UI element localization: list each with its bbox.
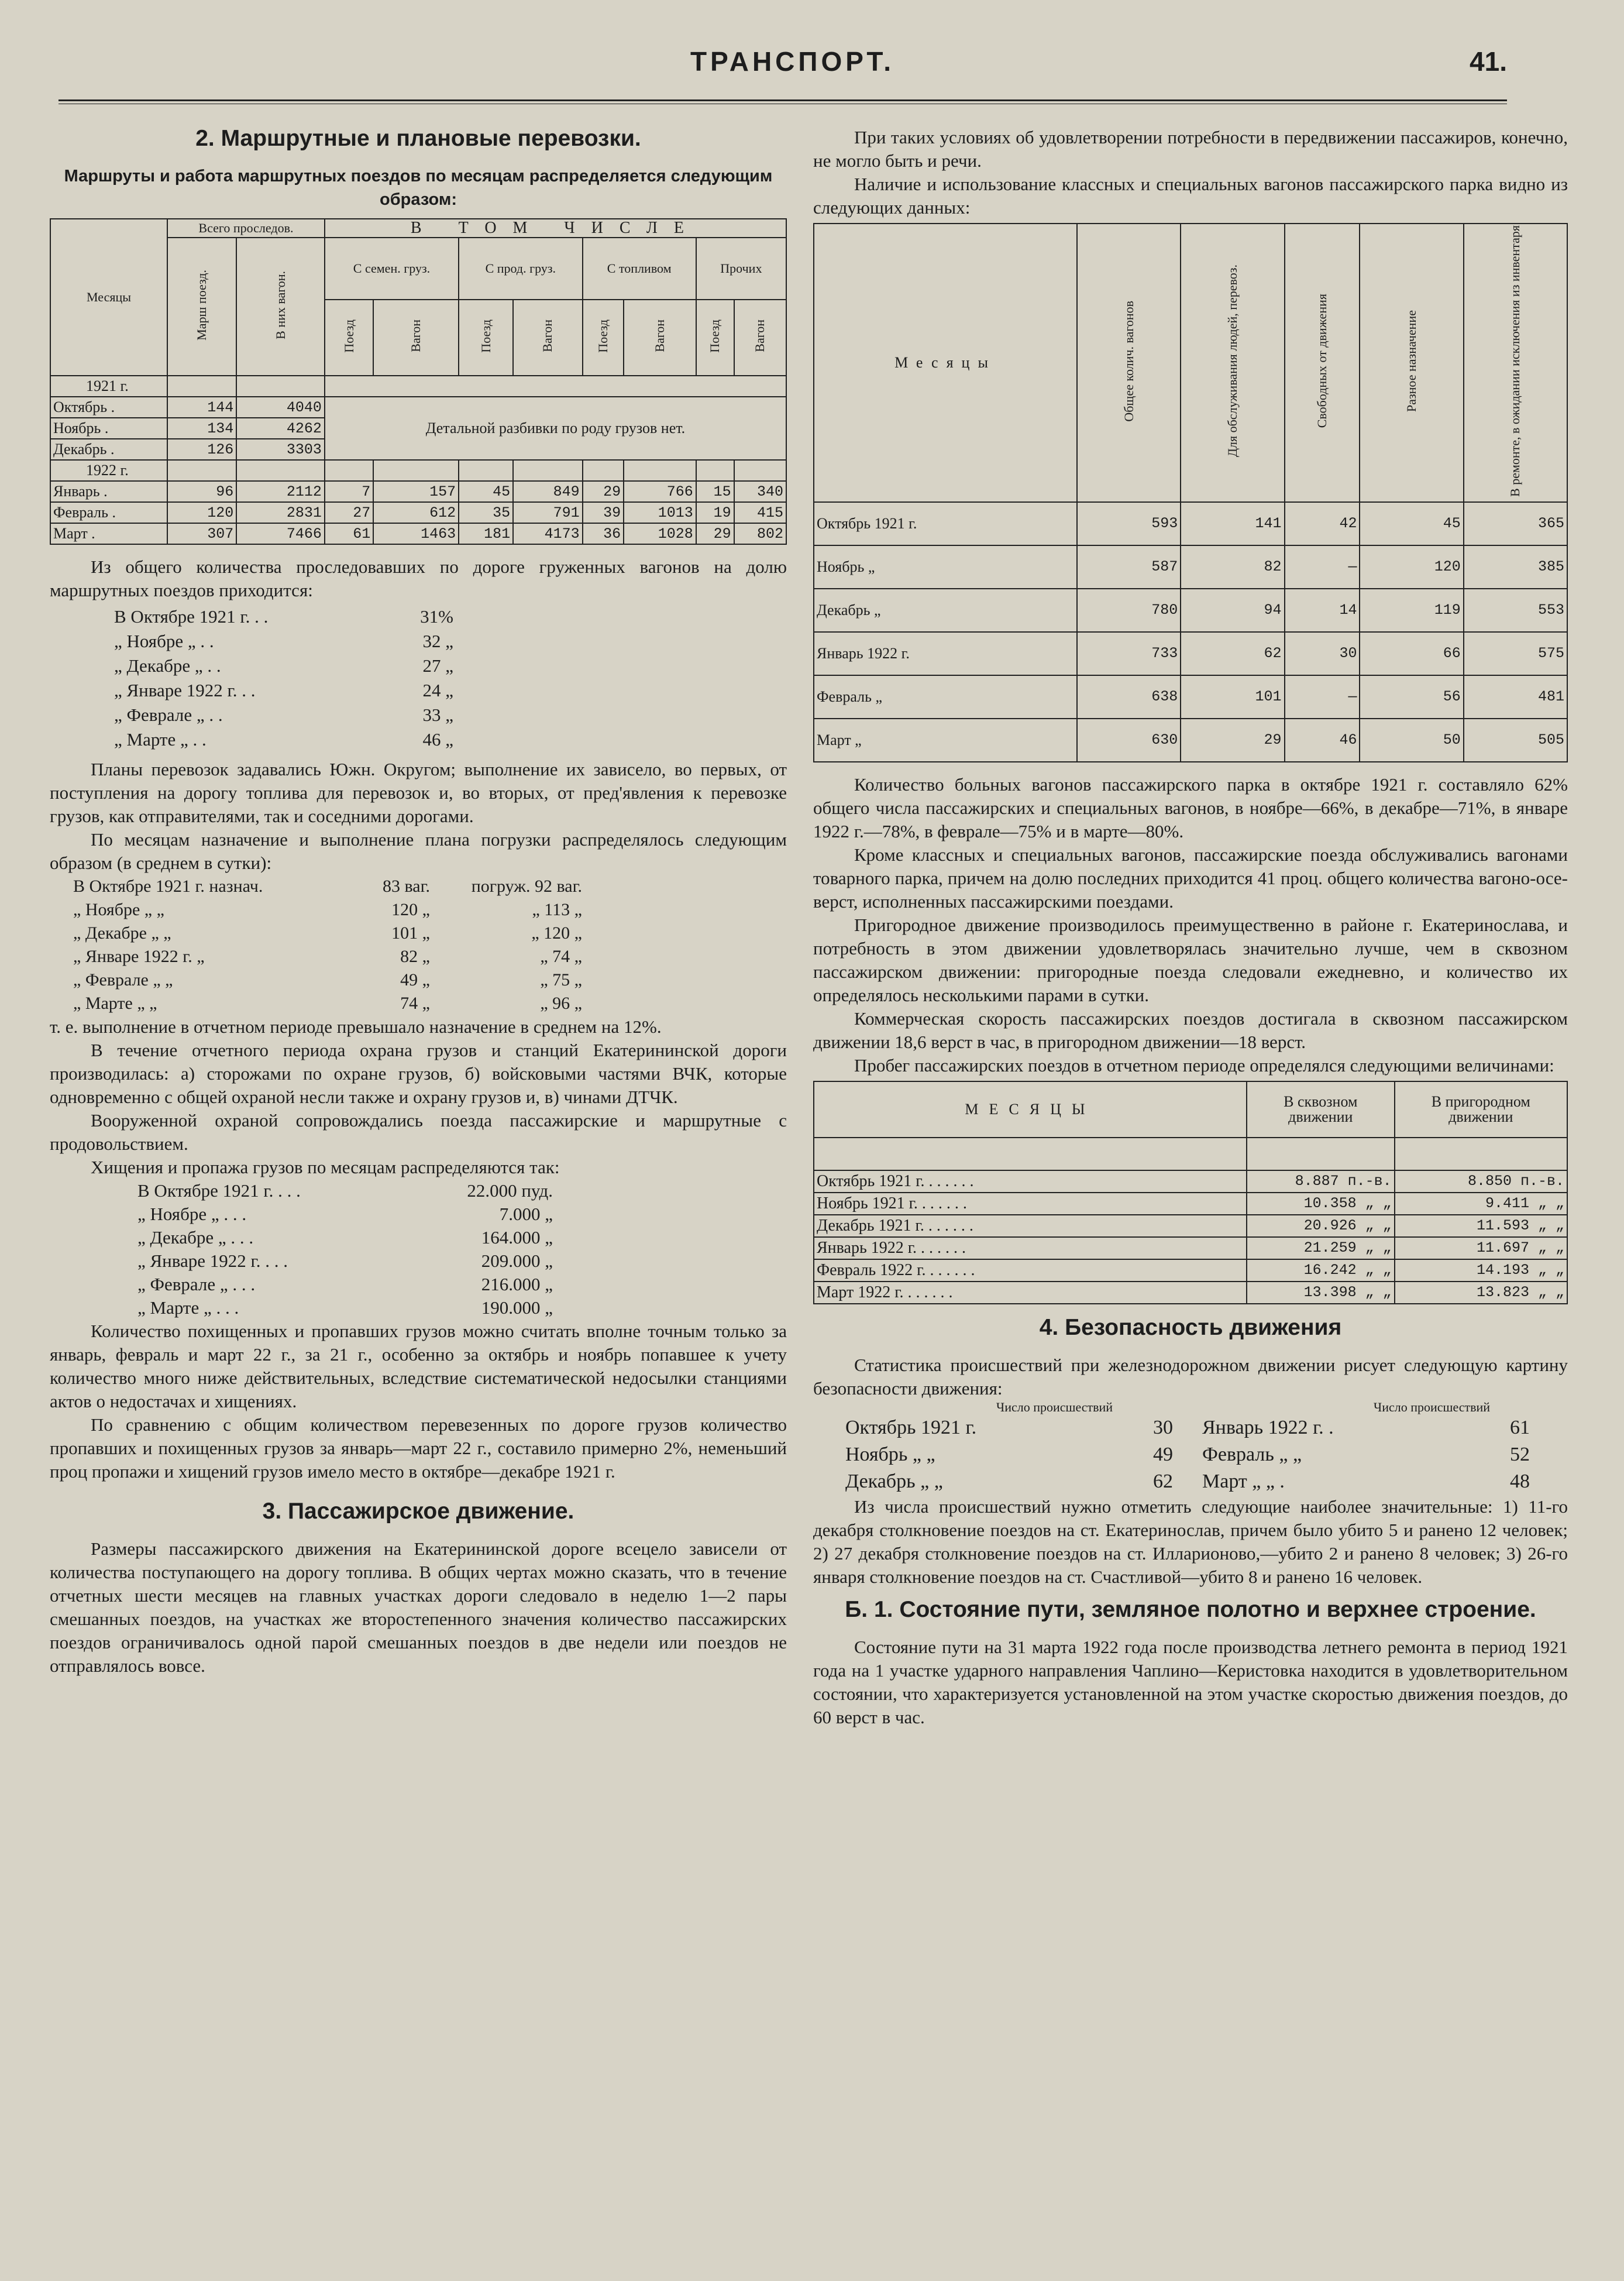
- section-4-heading: 4. Безопасность движения: [1039, 1314, 1342, 1340]
- table-cell: 766: [624, 481, 696, 502]
- table-cell: 13.823 „ „: [1395, 1282, 1567, 1304]
- col-wagons: В них вагон.: [236, 238, 325, 376]
- list-item: „ Феврале „ . . . 216.000 „: [137, 1274, 553, 1294]
- table-row-month: Февраль .: [50, 502, 167, 523]
- table-cell: 50: [1360, 719, 1463, 762]
- table-row-month: Январь 1922 г. . . . . . .: [814, 1237, 1247, 1259]
- table-cell: 505: [1464, 719, 1567, 762]
- paragraph: При таких условиях об удовлетворении потребности в передвижении пассажиров, конечно, не могло быть и речи.: [813, 127, 1568, 171]
- paragraph: По сравнению с общим количеством перевезенных по дороге грузов количество пропавших и похищенных грузов за январь—март 22 г., составило примерно 2%, неменьший проц пропажи и хищений грузов имело место в октябре—декабре 1921 г.: [50, 1414, 787, 1482]
- table-row-month: Март „: [814, 719, 1077, 762]
- table-cell: 8.850 п.-в.: [1395, 1170, 1567, 1193]
- table-row-month: Декабрь „: [814, 589, 1077, 632]
- table-cell: 119: [1360, 589, 1463, 632]
- table-cell: 96: [167, 481, 236, 502]
- table-cell: 1013: [624, 502, 696, 523]
- table-row-month: Декабрь .: [50, 439, 167, 460]
- list-item: „ Январе 1922 г. . . 24 „: [114, 680, 453, 700]
- paragraph: Размеры пассажирского движения на Екатерининской дороге всецело зависели от количества поступающего на дорогу топлива. В общих чертах можно сказать, что в течение отчетных шести месяцев на главных участках дороги следовало в неделю 1—2 пары смешанных поездов, на участках же второстепенного значения количество пассажирских поездов ограничивалось одной парой смешанных поездов в две недели или поездов не отправлялось вовсе.: [50, 1538, 787, 1676]
- list-item: „ Марте „ . . 46 „: [114, 729, 453, 750]
- table-row-month: Ноябрь „: [814, 545, 1077, 589]
- table-cell: 2112: [236, 481, 325, 502]
- paragraph: Количество больных вагонов пассажирского парка в октябре 1921 г. составляло 62% общего числа пассажирских и специальных вагонов, в ноябре—66%, в декабре—71%, в январе 1922 г.—78%, в феврале—75% и в марте—80%.: [813, 774, 1568, 841]
- table-cell: 1028: [624, 523, 696, 544]
- table-cell: 593: [1077, 502, 1181, 545]
- paragraph: В течение отчетного периода охрана грузов и станций Екатерининской дороги производилась: а) сторожами по охране грузов, б) войсковыми частями ВЧК, которые одновременно с общей охраной несли также и охрану грузов и, в) чинами ДТЧК.: [50, 1040, 787, 1107]
- table-cell: 94: [1181, 589, 1284, 632]
- route-trains-table: [50, 218, 787, 545]
- list-item: В Октябре 1921 г. . . . 22.000 пуд.: [137, 1180, 553, 1201]
- list-item: „ Декабре „ . . 27 „: [114, 655, 453, 676]
- table-cell: 19: [696, 502, 734, 523]
- table-cell: 101: [1181, 675, 1284, 719]
- col-route-trains: Марш поезд.: [167, 238, 236, 376]
- table-cell: 638: [1077, 675, 1181, 719]
- table-cell: 66: [1360, 632, 1463, 675]
- list-item: В Октябре 1921 г. назнач. 83 ваг. погруж. 92 ваг.: [73, 877, 582, 896]
- section-3-heading: 3. Пассажирское движение.: [262, 1499, 574, 1524]
- table-cell: 141: [1181, 502, 1284, 545]
- list-item: „ Ноябре „ . . . 7.000 „: [137, 1204, 553, 1224]
- paragraph: Коммерческая скорость пассажирских поездов достигала в сквозном пассажирском движении 18,6 верст в час, в пригородном движении—18 верст.: [813, 1008, 1568, 1052]
- table-cell: 35: [459, 502, 513, 523]
- table-cell: 415: [734, 502, 786, 523]
- table-cell: 385: [1464, 545, 1567, 589]
- table-row-month: Декабрь 1921 г. . . . . . .: [814, 1215, 1247, 1237]
- list-item: „ Марте „ . . . 190.000 „: [137, 1297, 553, 1318]
- paragraph: т. е. выполнение в отчетном периоде превышало назначение в среднем на 12%.: [50, 1016, 662, 1037]
- paragraph: Из числа происшествий нужно отметить следующие наиболее значительные: 1) 11-го декабря столкновение поездов на ст. Екатеринослав, причем было убито 5 и ранено 12 человек; 2) 27 декабря столкновение поездов на ст. Илларионово,—убито 2 и ранено 8 человек; 3) 26-го января столкновение поездов на ст. Счастливой—убито 8 и ранено 16 человек.: [813, 1496, 1568, 1587]
- theft-list: [50, 1179, 787, 1320]
- right-column: [813, 126, 1568, 1729]
- paragraph: Хищения и пропажа грузов по месяцам распределяются так:: [91, 1157, 560, 1177]
- col-through: В сквозном движении: [1247, 1081, 1395, 1138]
- sub-train: Поезд: [325, 300, 373, 376]
- table-cell: 27: [325, 502, 373, 523]
- table-cell: 4262: [236, 418, 325, 439]
- list-item: Октябрь 1921 г. 30: [845, 1416, 1173, 1438]
- table-row-month: Февраль „: [814, 675, 1077, 719]
- sub-train: Поезд: [696, 300, 734, 376]
- table-row-month: Октябрь 1921 г. . . . . . .: [814, 1170, 1247, 1193]
- section-2-heading: 2. Маршрутные и плановые перевозки.: [195, 126, 641, 151]
- table-cell: 120: [167, 502, 236, 523]
- paragraph: Состояние пути на 31 марта 1922 года после производства летнего ремонта в период 1921 года на 1 участке ударного направления Чаплино—Керистовка находится в удовлетворительном состоянии, что характеризуется установленной на этом участке скоростью движения поездов, до 60 верст в час.: [813, 1636, 1568, 1727]
- table-cell: 45: [459, 481, 513, 502]
- sub-train: Поезд: [459, 300, 513, 376]
- col-month: Месяцы: [50, 219, 167, 376]
- table-cell: 7: [325, 481, 373, 502]
- table-row-month: Ноябрь .: [50, 418, 167, 439]
- table-cell: 13.398 „ „: [1247, 1282, 1395, 1304]
- col-misc: Разное назначение: [1360, 224, 1463, 502]
- table-cell: 126: [167, 439, 236, 460]
- table-cell: 587: [1077, 545, 1181, 589]
- paragraph: Вооруженной охраной сопровождались поезда пассажирские и маршрутные с продовольствием.: [50, 1110, 787, 1154]
- page-number: 41.: [1470, 46, 1507, 77]
- table-cell: 553: [1464, 589, 1567, 632]
- table-cell: 21.259 „ „: [1247, 1237, 1395, 1259]
- table-cell: 15: [696, 481, 734, 502]
- table-cell: 849: [513, 481, 582, 502]
- paragraph: Пробег пассажирских поездов в отчетном периоде определялся следующими величинами:: [854, 1054, 1554, 1076]
- table-cell: 39: [583, 502, 624, 523]
- col-month: МЕСЯЦЫ: [814, 1081, 1247, 1138]
- table-cell: 11.697 „ „: [1395, 1237, 1567, 1259]
- table-row-month: Январь 1922 г.: [814, 632, 1077, 675]
- group-food: С прод. груз.: [459, 238, 583, 300]
- table-cell: 9.411 „ „: [1395, 1193, 1567, 1215]
- list-item: „ Ноябре „ . . 32 „: [114, 631, 453, 651]
- list-item: „ Декабре „ „ 101 „ „ 120 „: [73, 923, 582, 943]
- list-item: „ Феврале „ . . 33 „: [114, 705, 453, 725]
- sub-wagon: Вагон: [734, 300, 786, 376]
- group-other: Прочих: [696, 238, 786, 300]
- paragraph: Количество похищенных и пропавших грузов можно считать вполне точным только за январь, февраль и март 22 г., за 21 г., особенно за октябрь и ноябрь попавшее к учету количество много ниже действительных, вследствие систематической недосылки станциями актов о недостачах и хищениях.: [50, 1321, 787, 1411]
- table-row-month: Январь .: [50, 481, 167, 502]
- table-cell: 14: [1285, 589, 1360, 632]
- table-cell: 630: [1077, 719, 1181, 762]
- incidents-col-head: Число происшествий: [1373, 1399, 1491, 1414]
- table-cell: 120: [1360, 545, 1463, 589]
- table-cell: 4040: [236, 397, 325, 418]
- loading-plan-list: [50, 875, 787, 1015]
- list-item: „ Ноябре „ „ 120 „ „ 113 „: [73, 900, 582, 919]
- incidents-col-head: Число происшествий: [996, 1399, 1113, 1414]
- table-row-month: Октябрь .: [50, 397, 167, 418]
- table-row-month: Февраль 1922 г. . . . . . .: [814, 1259, 1247, 1282]
- sub-wagon: Вагон: [513, 300, 582, 376]
- table-cell: 11.593 „ „: [1395, 1215, 1567, 1237]
- col-free: Свободных от движения: [1285, 224, 1360, 502]
- list-item: „ Марте „ „ 74 „ „ 96 „: [73, 994, 582, 1013]
- running-title: ТРАНСПОРТ.: [690, 46, 895, 77]
- paragraph: По месяцам назначение и выполнение плана погрузки распределялось следующим образом (в среднем в сутки):: [50, 829, 787, 873]
- table-cell: 1463: [373, 523, 459, 544]
- no-breakdown-note: Детальной разбивки по роду грузов нет.: [325, 397, 786, 460]
- table-cell: 56: [1360, 675, 1463, 719]
- col-repair: В ремонте, в ожидании исключения из инвентаря: [1464, 224, 1567, 502]
- paragraph: Статистика происшествий при железнодорожном движении рисует следующую картину безопасности движения:: [813, 1354, 1568, 1399]
- col-suburban: В пригородном движении: [1395, 1081, 1567, 1138]
- table-cell: 14.193 „ „: [1395, 1259, 1567, 1282]
- table-cell: 8.887 п.-в.: [1247, 1170, 1395, 1193]
- year-label: 1922 г.: [50, 460, 167, 481]
- year-label: 1921 г.: [50, 376, 167, 397]
- table-cell: 575: [1464, 632, 1567, 675]
- group-seed: С семен. груз.: [325, 238, 459, 300]
- list-item: „ Феврале „ „ 49 „ „ 75 „: [73, 970, 582, 990]
- col-including: В ТОМ ЧИСЛЕ: [325, 219, 786, 238]
- col-total-cars: Общее колич. вагонов: [1077, 224, 1181, 502]
- col-total: Всего проследов.: [167, 219, 325, 238]
- table-cell: 45: [1360, 502, 1463, 545]
- list-item: „ Январе 1922 г. . . . 209.000 „: [137, 1251, 553, 1271]
- sub-train: Поезд: [583, 300, 624, 376]
- table-cell: 307: [167, 523, 236, 544]
- col-month: Месяцы: [814, 224, 1077, 502]
- table-cell: 46: [1285, 719, 1360, 762]
- table-cell: 10.358 „ „: [1247, 1193, 1395, 1215]
- list-item: Март „ „ . 48: [1202, 1470, 1530, 1492]
- table-cell: 62: [1181, 632, 1284, 675]
- list-item: „ Январе 1922 г. „ 82 „ „ 74 „: [73, 947, 582, 966]
- table-cell: 157: [373, 481, 459, 502]
- table-cell: 61: [325, 523, 373, 544]
- table-cell: 20.926 „ „: [1247, 1215, 1395, 1237]
- table-cell: 365: [1464, 502, 1567, 545]
- table-row-month: Октябрь 1921 г.: [814, 502, 1077, 545]
- paragraph: Пригородное движение производилось преимущественно в районе г. Екатеринослава, и потребность в этом движении удовлетворялась значительно лучше, чем в сквозном пассажирском движении: пригородные поезда следовали ежедневно, и количество их определялось несколькими парами в сутки.: [813, 914, 1568, 1005]
- paragraph: Из общего количества проследовавших по дороге груженных вагонов на долю маршрутных поездов приходится:: [50, 556, 787, 600]
- left-column: [50, 126, 787, 1678]
- table-cell: 29: [1181, 719, 1284, 762]
- list-item: Февраль „ „ 52: [1202, 1443, 1530, 1465]
- list-item: Декабрь „ „ 62: [845, 1470, 1173, 1492]
- table-cell: 30: [1285, 632, 1360, 675]
- page-header: [59, 46, 1507, 110]
- list-item: „ Декабре „ . . . 164.000 „: [137, 1227, 553, 1248]
- incidents-list: [813, 1400, 1568, 1495]
- paragraph: Планы перевозок задавались Южн. Округом; выполнение их зависело, во первых, от поступления на дорогу топлива для перевозок и, во вторых, от пред'явления к перевозке грузов, как отправителями, так и соседними дорогами.: [50, 759, 787, 826]
- section-b1-heading: Б. 1. Состояние пути, земляное полотно и верхнее строение.: [845, 1596, 1536, 1622]
- table-cell: 612: [373, 502, 459, 523]
- table-row-month: Март .: [50, 523, 167, 544]
- table-cell: 340: [734, 481, 786, 502]
- table-cell: 2831: [236, 502, 325, 523]
- list-item: Январь 1922 г. . 61: [1202, 1416, 1530, 1438]
- table-cell: 780: [1077, 589, 1181, 632]
- table-cell: 802: [734, 523, 786, 544]
- table-cell: 36: [583, 523, 624, 544]
- table-cell: 134: [167, 418, 236, 439]
- paragraph: Кроме классных и специальных вагонов, пассажирские поезда обслуживались вагонами товарного парка, причем на долю последних приходится 41 проц. общего количества вагоно-осе-верст, исполненных пассажирскими поездами.: [813, 844, 1568, 912]
- col-service: Для обслуживания людей, перевоз.: [1181, 224, 1284, 502]
- table-cell: 7466: [236, 523, 325, 544]
- table-cell: 481: [1464, 675, 1567, 719]
- table-row-month: Март 1922 г. . . . . . .: [814, 1282, 1247, 1304]
- sub-wagon: Вагон: [373, 300, 459, 376]
- list-item: В Октябре 1921 г. . . 31%: [114, 606, 453, 627]
- table-cell: 4173: [513, 523, 582, 544]
- table-cell: 3303: [236, 439, 325, 460]
- route-share-list: [50, 604, 787, 752]
- table-cell: 42: [1285, 502, 1360, 545]
- table-cell: 29: [696, 523, 734, 544]
- route-table-caption: Маршруты и работа маршрутных поездов по месяцам распределяется следующим образом:: [64, 167, 773, 209]
- table-cell: 144: [167, 397, 236, 418]
- sub-wagon: Вагон: [624, 300, 696, 376]
- table-cell: 181: [459, 523, 513, 544]
- table-row-month: Ноябрь 1921 г. . . . . . .: [814, 1193, 1247, 1215]
- header-rule: [59, 99, 1507, 104]
- table-cell: 733: [1077, 632, 1181, 675]
- train-runs-table: [813, 1081, 1568, 1304]
- table-cell: 29: [583, 481, 624, 502]
- passenger-cars-table: [813, 223, 1568, 762]
- table-cell: 16.242 „ „: [1247, 1259, 1395, 1282]
- table-cell: —: [1285, 545, 1360, 589]
- table-cell: 82: [1181, 545, 1284, 589]
- group-fuel: С топливом: [583, 238, 696, 300]
- paragraph: Наличие и использование классных и специальных вагонов пассажирского парка видно из следующих данных:: [813, 174, 1568, 218]
- table-cell: —: [1285, 675, 1360, 719]
- list-item: Ноябрь „ „ 49: [845, 1443, 1173, 1465]
- table-cell: 791: [513, 502, 582, 523]
